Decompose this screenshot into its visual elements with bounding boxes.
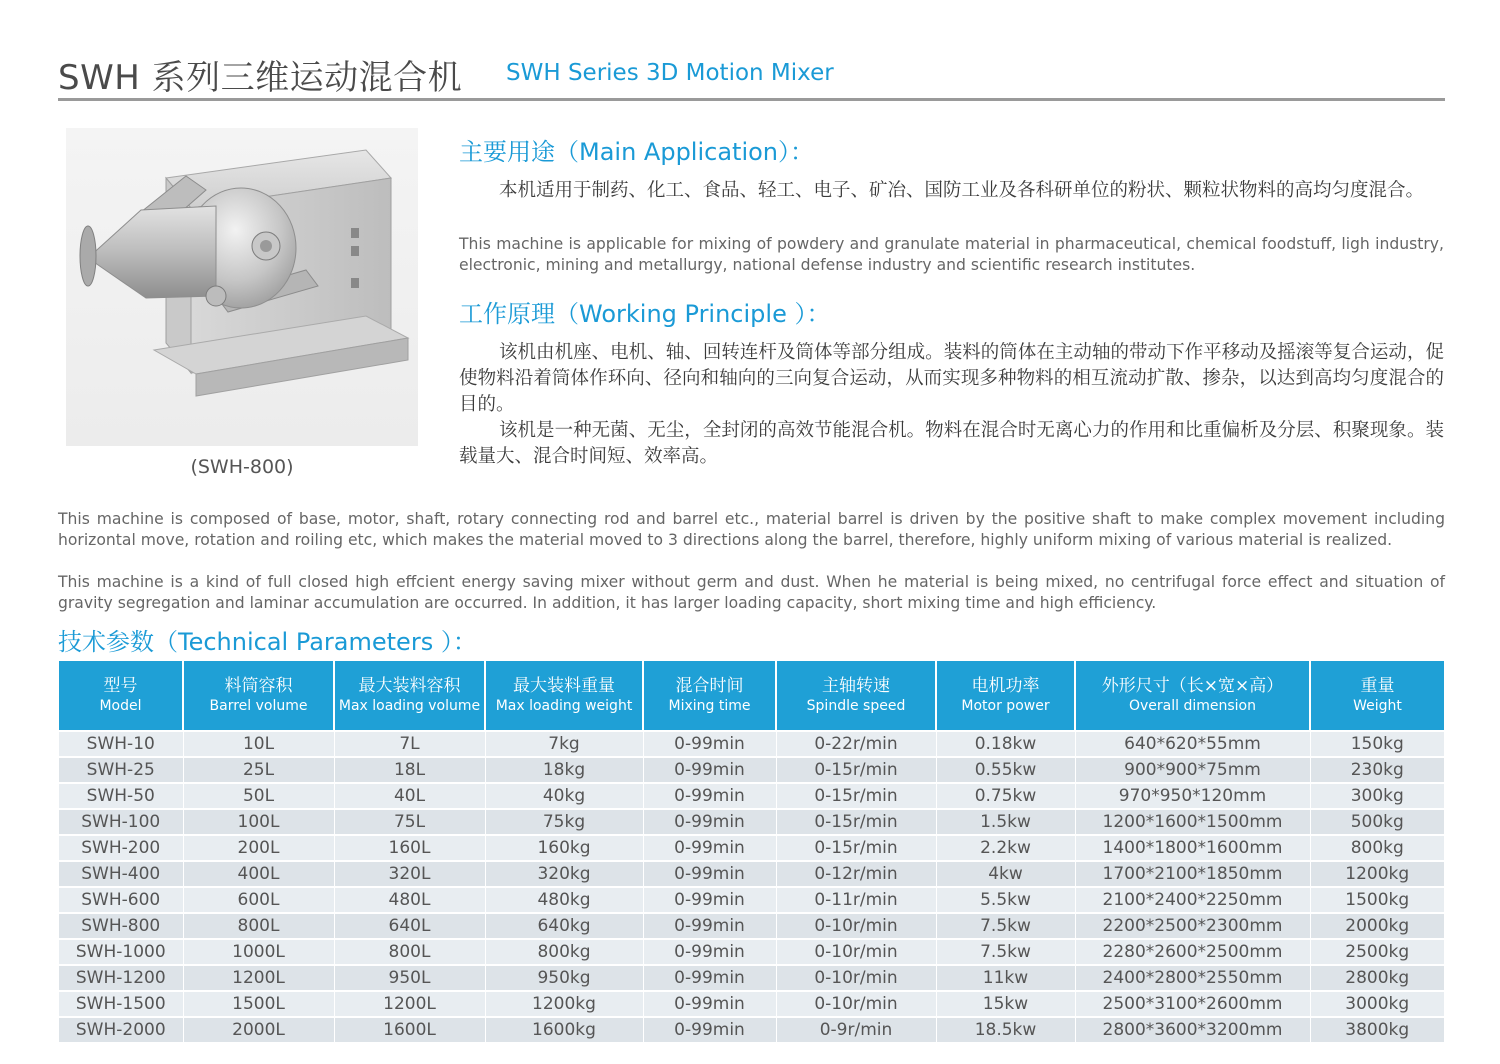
table-cell: 1500kg <box>1310 887 1444 913</box>
table-cell: 1200kg <box>485 991 643 1017</box>
table-cell: 2200*2500*2300mm <box>1075 913 1310 939</box>
application-text-cn: 本机适用于制药、化工、食品、轻工、电子、矿冶、国防工业及各科研单位的粉状、颗粒状物料的高均匀度混合。 <box>499 180 1425 201</box>
principle-text-en-1: This machine is composed of base, motor, shaft, rotary connecting rod and barrel etc., material barrel is driven by the positive shaft to make complex movement including horizontal move, rotation and roiling etc, which makes the material moved to 3 directions along the barrel, therefore, highly uniform mixing of various material is realized. <box>58 510 1445 549</box>
header-label-en: Max loading volume <box>338 697 481 714</box>
table-cell: 7.5kw <box>936 913 1075 939</box>
application-text-en: This machine is applicable for mixing of powdery and granulate material in pharmaceutical, chemical foodstuff, ligh industry, electronic, mining and metallurgy, national defense industry and scientific research institutes. <box>459 235 1444 274</box>
table-cell: 1200kg <box>1310 861 1444 887</box>
page-header <box>58 50 1445 101</box>
table-cell: 640kg <box>485 913 643 939</box>
table-row <box>59 757 1444 783</box>
table-cell: 2000L <box>183 1017 334 1042</box>
table-cell: 2800kg <box>1310 965 1444 991</box>
table-cell: 2500*3100*2600mm <box>1075 991 1310 1017</box>
table-cell: 50L <box>183 783 334 809</box>
table-cell: 1200*1600*1500mm <box>1075 809 1310 835</box>
header-label-cn: 料筒容积 <box>224 675 293 696</box>
table-cell: 2400*2800*2550mm <box>1075 965 1310 991</box>
table-cell: 2280*2600*2500mm <box>1075 939 1310 965</box>
table-cell: 25L <box>183 757 334 783</box>
table-cell: 1500L <box>183 991 334 1017</box>
table-cell: 2800*3600*3200mm <box>1075 1017 1310 1042</box>
table-cell: 40kg <box>485 783 643 809</box>
table-cell: 300kg <box>1310 783 1444 809</box>
table-cell: SWH-400 <box>59 861 183 887</box>
table-row <box>59 887 1444 913</box>
table-cell: SWH-50 <box>59 783 183 809</box>
header-label-en: Mixing time <box>668 697 751 714</box>
table-cell: 1000L <box>183 939 334 965</box>
table-cell: 0-99min <box>643 1017 776 1042</box>
table-cell: 800kg <box>485 939 643 965</box>
table-cell: 18.5kw <box>936 1017 1075 1042</box>
principle-text-cn-1: 该机由机座、电机、轴、回转连杆及筒体等部分组成。装料的筒体在主动轴的带动下作平移动及摇滚等复合运动，促使物料沿着筒体作环向、径向和轴向的三向复合运动，从而实现多种物料的相互流动扩散、掺杂，以达到高均匀度混合的目的。 <box>459 342 1444 415</box>
table-cell: 950kg <box>485 965 643 991</box>
header-label-en: Spindle speed <box>806 697 906 714</box>
table-cell: 1600L <box>334 1017 485 1042</box>
table-cell: 75L <box>334 809 485 835</box>
application-title: 主要用途（Main Application）： <box>459 138 815 166</box>
table-cell: 2100*2400*2250mm <box>1075 887 1310 913</box>
table-cell: 1600kg <box>485 1017 643 1042</box>
table-cell: SWH-1500 <box>59 991 183 1017</box>
table-cell: 0-99min <box>643 965 776 991</box>
table-cell: 0-22r/min <box>776 731 936 757</box>
mixer-illustration <box>66 128 418 446</box>
table-cell: 0-9r/min <box>776 1017 936 1042</box>
table-cell: 18kg <box>485 757 643 783</box>
table-cell: 3000kg <box>1310 991 1444 1017</box>
table-cell: 7L <box>334 731 485 757</box>
table-cell: 100L <box>183 809 334 835</box>
header-label-cn: 重量 <box>1360 675 1395 696</box>
table-row <box>59 731 1444 757</box>
table-header-cell <box>183 661 334 731</box>
table-cell: SWH-1000 <box>59 939 183 965</box>
table-header-cell <box>936 661 1075 731</box>
table-cell: 5.5kw <box>936 887 1075 913</box>
table-cell: 160L <box>334 835 485 861</box>
table-cell: 970*950*120mm <box>1075 783 1310 809</box>
table-cell: 160kg <box>485 835 643 861</box>
table-cell: 0.75kw <box>936 783 1075 809</box>
table-cell: SWH-25 <box>59 757 183 783</box>
table-cell: 1700*2100*1850mm <box>1075 861 1310 887</box>
header-label-en: Overall dimension <box>1128 697 1256 714</box>
table-cell: 0-99min <box>643 757 776 783</box>
table-cell: SWH-800 <box>59 913 183 939</box>
table-cell: 640L <box>334 913 485 939</box>
table-cell: 0-99min <box>643 991 776 1017</box>
header-label-cn: 最大装料容积 <box>358 675 461 696</box>
header-label-en: Max loading weight <box>495 697 633 714</box>
table-cell: 150kg <box>1310 731 1444 757</box>
table-row <box>59 783 1444 809</box>
header-label-cn: 外形尺寸（长×宽×高） <box>1101 675 1284 696</box>
table-cell: 3800kg <box>1310 1017 1444 1042</box>
table-cell: 0-15r/min <box>776 809 936 835</box>
table-row <box>59 965 1444 991</box>
table-cell: 480L <box>334 887 485 913</box>
table-cell: 0-10r/min <box>776 913 936 939</box>
table-cell: 7kg <box>485 731 643 757</box>
table-cell: 1200L <box>183 965 334 991</box>
product-caption: (SWH-800) <box>190 456 294 478</box>
table-cell: 0.18kw <box>936 731 1075 757</box>
header-label-cn: 型号 <box>103 675 138 696</box>
table-cell: SWH-1200 <box>59 965 183 991</box>
table-cell: 0-99min <box>643 835 776 861</box>
header-label-en: Weight <box>1353 697 1402 714</box>
table-cell: 640*620*55mm <box>1075 731 1310 757</box>
table-header-cell <box>1075 661 1310 731</box>
table-cell: 2500kg <box>1310 939 1444 965</box>
table-cell: 0-99min <box>643 939 776 965</box>
table-cell: 320kg <box>485 861 643 887</box>
table-cell: SWH-10 <box>59 731 183 757</box>
table-cell: SWH-600 <box>59 887 183 913</box>
table-cell: SWH-200 <box>59 835 183 861</box>
table-header-row <box>59 661 1444 731</box>
table-cell: 40L <box>334 783 485 809</box>
table-body <box>59 731 1444 1042</box>
table-cell: 0.55kw <box>936 757 1075 783</box>
page-title-en: SWH Series 3D Motion Mixer <box>506 60 834 86</box>
table-header-cell <box>334 661 485 731</box>
header-label-cn: 电机功率 <box>971 675 1040 696</box>
table-cell: 0-12r/min <box>776 861 936 887</box>
table-cell: 600L <box>183 887 334 913</box>
table-cell: 400L <box>183 861 334 887</box>
table-cell: 950L <box>334 965 485 991</box>
table-cell: 200L <box>183 835 334 861</box>
table-row <box>59 913 1444 939</box>
header-label-cn: 混合时间 <box>675 675 744 696</box>
table-cell: 800L <box>183 913 334 939</box>
principle-title: 工作原理（Working Principle ）： <box>459 300 831 328</box>
table-row <box>59 939 1444 965</box>
table-header-cell <box>59 661 183 731</box>
table-cell: 0-99min <box>643 809 776 835</box>
table-cell: 75kg <box>485 809 643 835</box>
table-cell: 2.2kw <box>936 835 1075 861</box>
table-cell: 0-15r/min <box>776 783 936 809</box>
table-header-cell <box>776 661 936 731</box>
table-cell: 500kg <box>1310 809 1444 835</box>
table-cell: 2000kg <box>1310 913 1444 939</box>
table-cell: 480kg <box>485 887 643 913</box>
table-row <box>59 835 1444 861</box>
table-cell: 0-15r/min <box>776 835 936 861</box>
header-label-en: Barrel volume <box>209 697 308 714</box>
table-header-cell <box>485 661 643 731</box>
table-row <box>59 991 1444 1017</box>
table-cell: 0-11r/min <box>776 887 936 913</box>
table-cell: 900*900*75mm <box>1075 757 1310 783</box>
table-cell: 15kw <box>936 991 1075 1017</box>
table-cell: 800kg <box>1310 835 1444 861</box>
principle-text-en-2: This machine is a kind of full closed high effcient energy saving mixer without germ and dust. When he material is being mixed, no centrifugal force effect and situation of gravity segregation and laminar accumulation are occurred. In addition, it has larger loading capacity, short mixing time and high efficiency. <box>58 573 1445 612</box>
table-cell: 11kw <box>936 965 1075 991</box>
table-row <box>59 861 1444 887</box>
table-cell: 10L <box>183 731 334 757</box>
table-cell: 1400*1800*1600mm <box>1075 835 1310 861</box>
table-row <box>59 1017 1444 1042</box>
table-cell: 0-99min <box>643 861 776 887</box>
table-cell: 0-10r/min <box>776 939 936 965</box>
table-cell: 320L <box>334 861 485 887</box>
header-label-en: Model <box>99 697 142 714</box>
principle-text-cn-2: 该机是一种无菌、无尘，全封闭的高效节能混合机。物料在混合时无离心力的作用和比重偏析及分层、积聚现象。装载量大、混合时间短、效率高。 <box>459 420 1444 467</box>
table-cell: 4kw <box>936 861 1075 887</box>
parameters-table <box>59 661 1444 1042</box>
header-label-cn: 主轴转速 <box>822 675 890 696</box>
table-cell: SWH-2000 <box>59 1017 183 1042</box>
table-cell: SWH-100 <box>59 809 183 835</box>
table-cell: 0-99min <box>643 731 776 757</box>
table-row <box>59 809 1444 835</box>
table-cell: 800L <box>334 939 485 965</box>
page-title-cn: SWH 系列三维运动混合机 <box>58 58 463 98</box>
product-photo <box>66 128 418 446</box>
table-cell: 230kg <box>1310 757 1444 783</box>
table-header-cell <box>643 661 776 731</box>
table-header-cell <box>1310 661 1444 731</box>
table-cell: 0-99min <box>643 913 776 939</box>
table-cell: 0-99min <box>643 887 776 913</box>
table-cell: 1.5kw <box>936 809 1075 835</box>
table-cell: 0-10r/min <box>776 965 936 991</box>
table-cell: 1200L <box>334 991 485 1017</box>
table-cell: 0-10r/min <box>776 991 936 1017</box>
table-cell: 18L <box>334 757 485 783</box>
table-cell: 7.5kw <box>936 939 1075 965</box>
header-label-en: Motor power <box>961 697 1050 714</box>
table-cell: 0-99min <box>643 783 776 809</box>
header-label-cn: 最大装料重量 <box>513 675 615 696</box>
parameters-title: 技术参数（Technical Parameters ）： <box>58 628 477 656</box>
table-cell: 0-15r/min <box>776 757 936 783</box>
